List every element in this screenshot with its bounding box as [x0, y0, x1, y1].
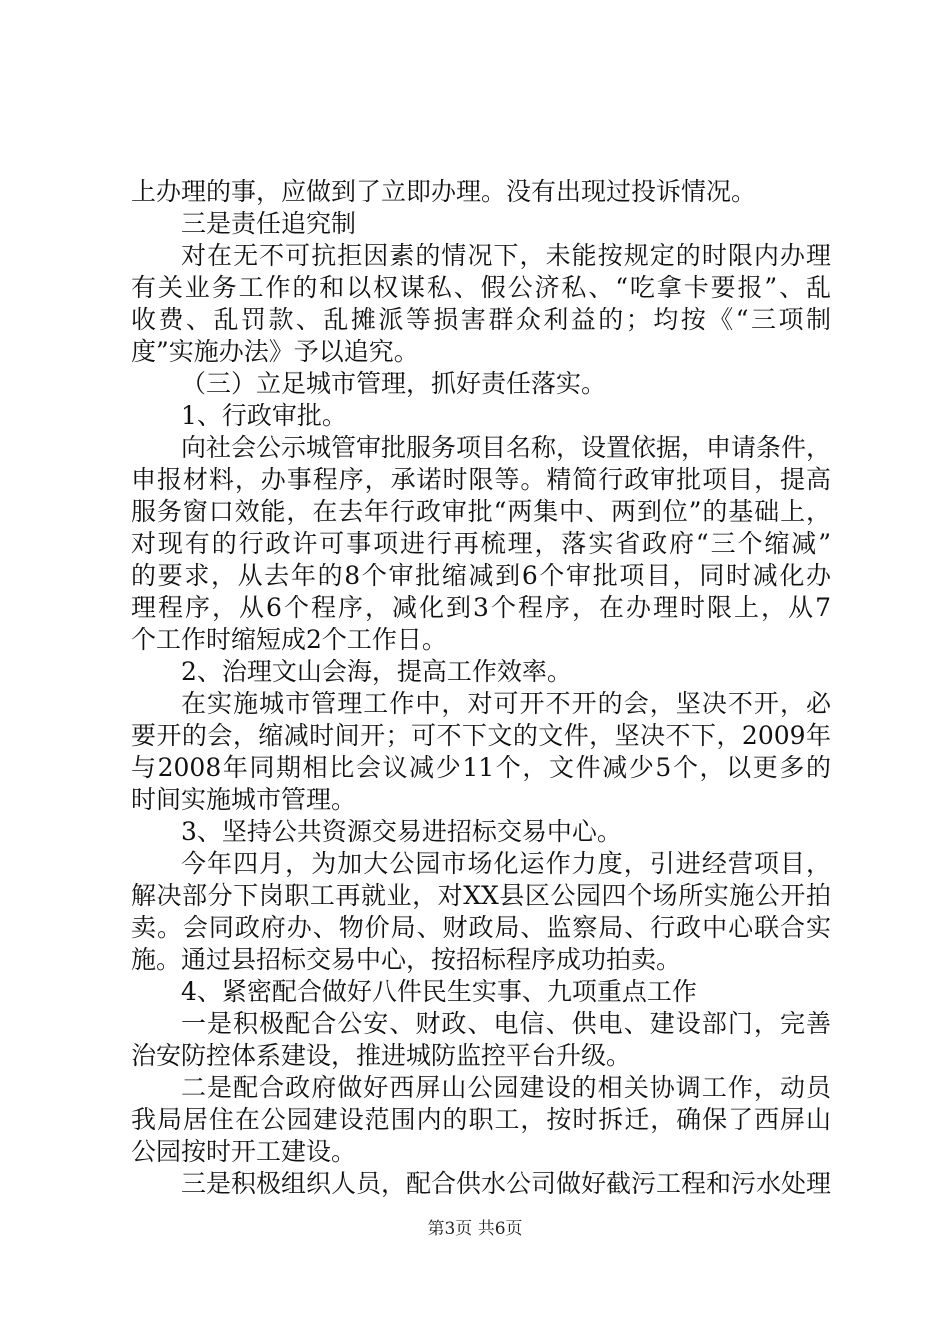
paragraph-line: 时间实施城市管理。: [131, 785, 357, 814]
section-heading: 1、行政审批。: [181, 401, 347, 430]
paragraph-line: 服务窗口效能，在去年行政审批“两集中、两到位”的基础上，: [131, 497, 831, 526]
paragraph-line: 的要求，从去年的8个审批缩减到6个审批项目，同时减化办: [131, 561, 831, 590]
paragraph-line: 有关业务工作的和以权谋私、假公济私、“吃拿卡要报”、乱: [131, 273, 831, 302]
paragraph-line: 申报材料，办事程序，承诺时限等。精简行政审批项目，提高: [131, 465, 831, 494]
paragraph-line: 三是积极组织人员，配合供水公司做好截污工程和污水处理: [181, 1169, 832, 1198]
paragraph-line: 个工作时缩短成2个工作日。: [131, 625, 447, 654]
paragraph-line: 理程序，从6个程序，减化到3个程序，在办理时限上，从7: [131, 593, 831, 622]
page-number: 第3页 共6页: [427, 1219, 523, 1239]
paragraph-line: 收费、乱罚款、乱摊派等损害群众利益的；均按《“三项制: [131, 305, 831, 334]
paragraph-line: 对现有的行政许可事项进行再梳理，落实省政府“三个缩减”: [131, 529, 831, 558]
section-heading: 4、紧密配合做好八件民生实事、九项重点工作: [181, 977, 697, 1006]
paragraph-line: 向社会公示城管审批服务项目名称，设置依据，申请条件，: [181, 433, 832, 462]
paragraph-line: 与2008年同期相比会议减少11个，文件减少5个，以更多的: [131, 753, 831, 782]
section-heading: （三）立足城市管理，抓好责任落实。: [181, 369, 607, 398]
paragraph-line: 对在无不可抗拒因素的情况下，未能按规定的时限内办理: [181, 241, 831, 270]
paragraph-line: 上办理的事，应做到了立即办理。没有出现过投诉情况。: [131, 177, 757, 206]
section-heading: 3、坚持公共资源交易进招标交易中心。: [181, 817, 622, 846]
paragraph-line: 治安防控体系建设，推进城防监控平台升级。: [131, 1041, 632, 1070]
paragraph-line: 公园按时开工建设。: [131, 1137, 357, 1166]
paragraph-line: 今年四月，为加大公园市场化运作力度，引进经营项目，: [181, 849, 831, 878]
paragraph-line: 一是积极配合公安、财政、电信、供电、建设部门，完善: [181, 1009, 831, 1038]
section-heading: 2、治理文山会海，提高工作效率。: [181, 657, 572, 686]
paragraph-line: 解决部分下岗职工再就业，对XX县区公园四个场所实施公开拍: [131, 881, 831, 910]
paragraph-line: 度”实施办法》予以追究。: [131, 337, 419, 366]
paragraph-line: 施。通过县招标交易中心，按招标程序成功拍卖。: [131, 945, 682, 974]
paragraph-line: 要开的会，缩减时间开；可不下文的文件，坚决不下，2009年: [131, 721, 831, 750]
section-heading: 三是责任追究制: [181, 209, 357, 238]
paragraph-line: 二是配合政府做好西屏山公园建设的相关协调工作，动员: [181, 1073, 831, 1102]
paragraph-line: 卖。会同政府办、物价局、财政局、监察局、行政中心联合实: [131, 913, 831, 942]
paragraph-line: 我局居住在公园建设范围内的职工，按时拆迁，确保了西屏山: [131, 1105, 831, 1134]
paragraph-line: 在实施城市管理工作中，对可开不开的会，坚决不开，必: [181, 689, 831, 718]
